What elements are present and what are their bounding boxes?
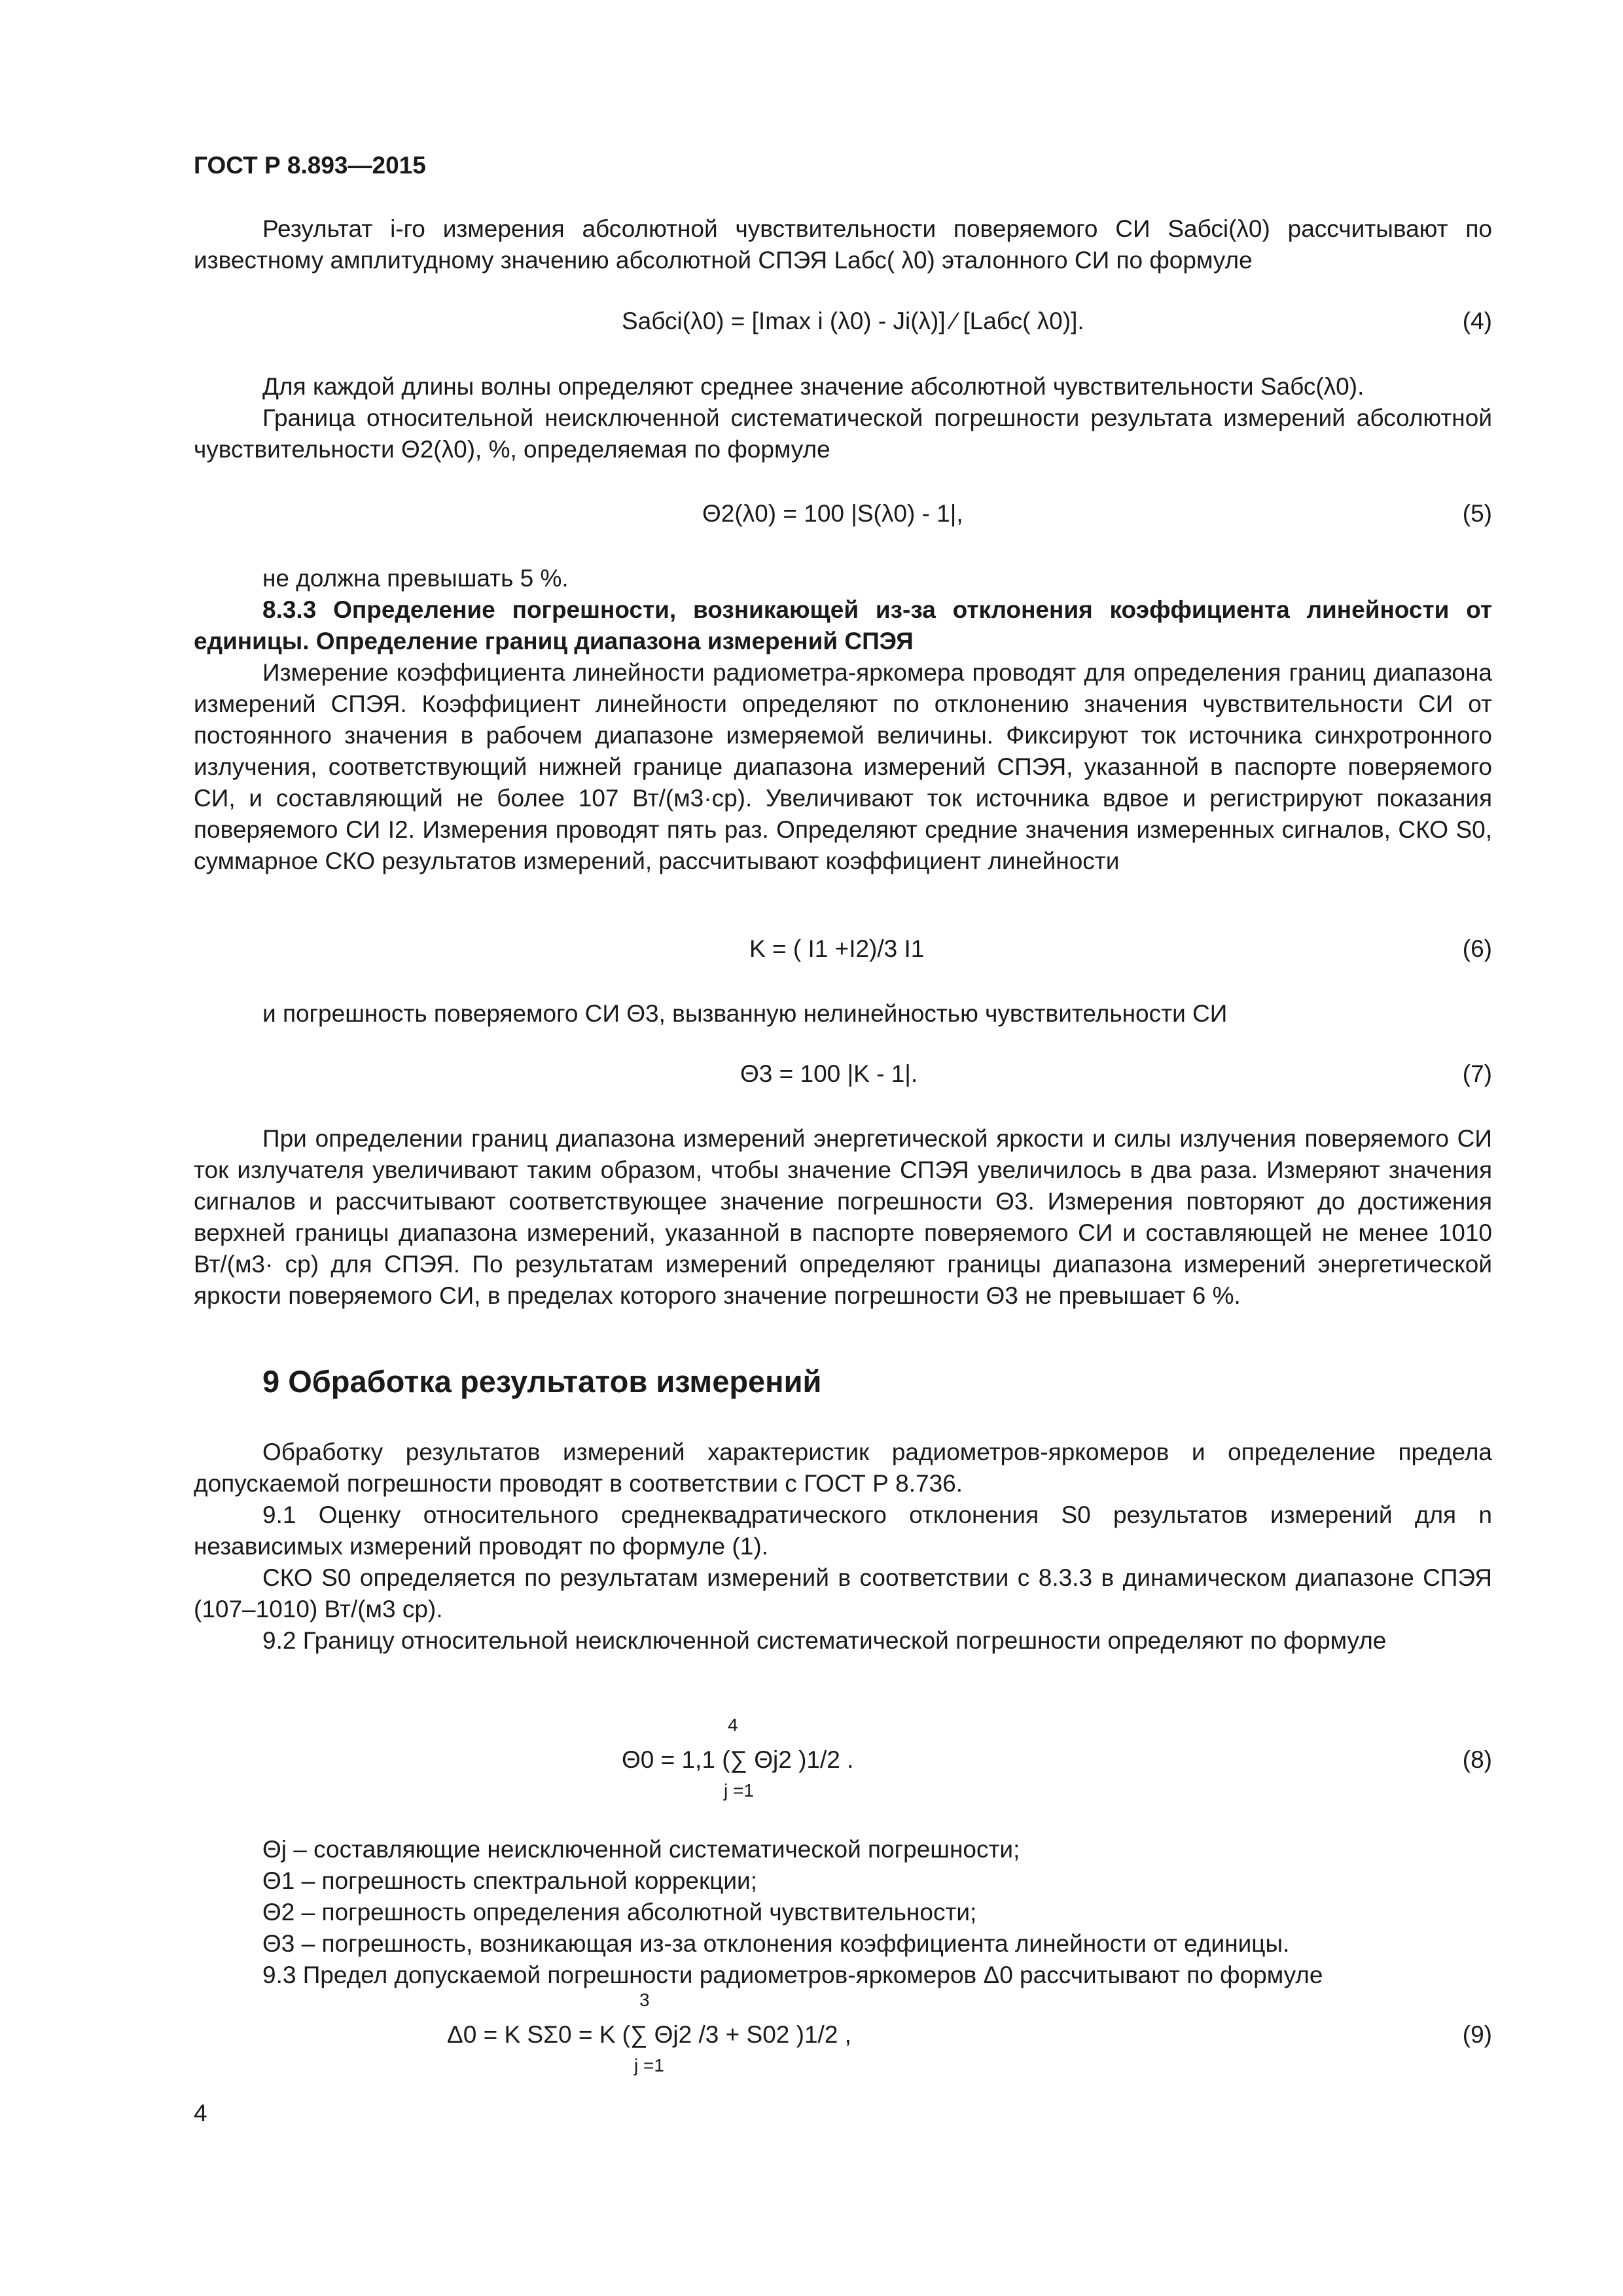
list-item-theta-1: Θ1 – погрешность спектральной коррекции; <box>262 1867 758 1894</box>
formula-9-number: (9) <box>1462 2021 1492 2048</box>
paragraph-9-2: 9.2 Границу относительной неисключенной систематической погрешности определяют по формуле <box>262 1627 1387 1654</box>
paragraph-9-1: 9.1 Оценку относительного среднеквадратического отклонения S0 результатов измерений для n независимых измерений проводят по формуле (1). <box>194 1501 1492 1560</box>
paragraph-range-determination: При определении границ диапазона измерений энергетической яркости и силы излучения поверяемого СИ ток излучателя увеличивают таким образом, чтобы значение СПЭЯ увеличилось в два раза. Измеряют значения сигналов и рассчитывают соответствующее значение погрешности Θ3. Измерения повторяют до достижения верхней границы диапазона измерений, указанной в паспорте поверяемого СИ и составляющей не менее 1010 Вт/(м3· ср) для СПЭЯ. По результатам измерений определяют границы диапазона измерений энергетической яркости поверяемого СИ, в пределах которого значение погрешности Θ3 не превышает 6 %. <box>194 1125 1492 1309</box>
paragraph-mean-sensitivity: Для каждой длины волны определяют среднее значение абсолютной чувствительности Sабс(λ0). <box>262 373 1364 400</box>
formula-9: Δ0 = K SΣ0 = K (∑ Θj2 /3 + S02 )1/2 , <box>447 2021 851 2048</box>
paragraph-result-sensitivity: Результат i-го измерения абсолютной чувствительности поверяемого СИ Sабсi(λ0) рассчитывают по известному амплитудному значению абсолютной СПЭЯ Lабс( λ0) эталонного СИ по формуле <box>194 215 1492 274</box>
formula-8-sum-lower: j =1 <box>724 1780 754 1801</box>
formula-8: Θ0 = 1,1 (∑ Θj2 )1/2 . <box>622 1746 854 1773</box>
formula-4: Sабсi(λ0) = [Imax i (λ0) - Ji(λ)] ⁄ [Lабс( λ0)]. <box>622 308 1084 334</box>
formula-9-sum-lower: j =1 <box>634 2055 664 2075</box>
formula-4-number: (4) <box>1462 308 1492 334</box>
list-item-theta-j: Θj – составляющие неисключенной систематической погрешности; <box>262 1836 1020 1863</box>
formula-5: Θ2(λ0) = 100 |S(λ0) - 1|, <box>702 500 963 527</box>
paragraph-processing-intro: Обработку результатов измерений характеристик радиометров-яркомеров и определение предела допускаемой погрешности проводят в соответствии с ГОСТ Р 8.736. <box>194 1439 1492 1497</box>
formula-6-number: (6) <box>1462 935 1492 962</box>
list-item-theta-3: Θ3 – погрешность, возникающая из-за отклонения коэффициента линейности от единицы. <box>262 1930 1290 1957</box>
formula-6: K = ( I1 +I2)/3 I1 <box>749 935 925 962</box>
paragraph-bound-error: Граница относительной неисключенной систематической погрешности результата измерений абсолютной чувствительности Θ2(λ0), %, определяемая по формуле <box>194 404 1492 463</box>
formula-7: Θ3 = 100 |K - 1|. <box>740 1060 918 1087</box>
paragraph-nonlinearity-error: и погрешность поверяемого СИ Θ3, вызванную нелинейностью чувствительности СИ <box>262 1000 1228 1027</box>
paragraph-sko: СКО S0 определяется по результатам измерений в соответствии с 8.3.3 в динамическом диапазоне СПЭЯ (107–1010) Вт/(м3 ср). <box>194 1564 1492 1623</box>
paragraph-linearity-measurement: Измерение коэффициента линейности радиометра-яркомера проводят для определения границ диапазона измерений СПЭЯ. Коэффициент линейности определяют по отклонению значения чувствительности СИ от постоянного значения в рабочем диапазоне измеряемой величины. Фиксируют ток источника синхротронного излучения, соответствующий нижней границе диапазона измерений СПЭЯ, указанной в паспорте поверяемого СИ, и составляющий не более 107 Вт/(м3·ср). Увеличивают ток источника вдвое и регистрируют показания поверяемого СИ I2. Измерения проводят пять раз. Определяют средние значения измеренных сигналов, СКО S0, суммарное СКО результатов измерений, рассчитывают коэффициент линейности <box>194 659 1492 874</box>
paragraph-limit-5: не должна превышать 5 %. <box>262 565 569 592</box>
document-header: ГОСТ Р 8.893—2015 <box>194 152 426 179</box>
section-title-processing: 9 Обработка результатов измерений <box>262 1364 822 1399</box>
paragraph-9-3: 9.3 Предел допускаемой погрешности радиометров-яркомеров Δ0 рассчитывают по формуле <box>262 1962 1323 1988</box>
formula-8-number: (8) <box>1462 1746 1492 1773</box>
formula-9-sum-upper: 3 <box>639 1990 650 2010</box>
formula-8-sum-upper: 4 <box>728 1715 738 1735</box>
formula-7-number: (7) <box>1462 1060 1492 1087</box>
subsection-heading-8-3-3: 8.3.3 Определение погрешности, возникающей из-за отклонения коэффициента линейности от единицы. Определение границ диапазона измерений СПЭЯ <box>194 596 1492 655</box>
page-number: 4 <box>194 2100 207 2126</box>
list-item-theta-2: Θ2 – погрешность определения абсолютной чувствительности; <box>262 1899 977 1926</box>
formula-5-number: (5) <box>1462 500 1492 527</box>
